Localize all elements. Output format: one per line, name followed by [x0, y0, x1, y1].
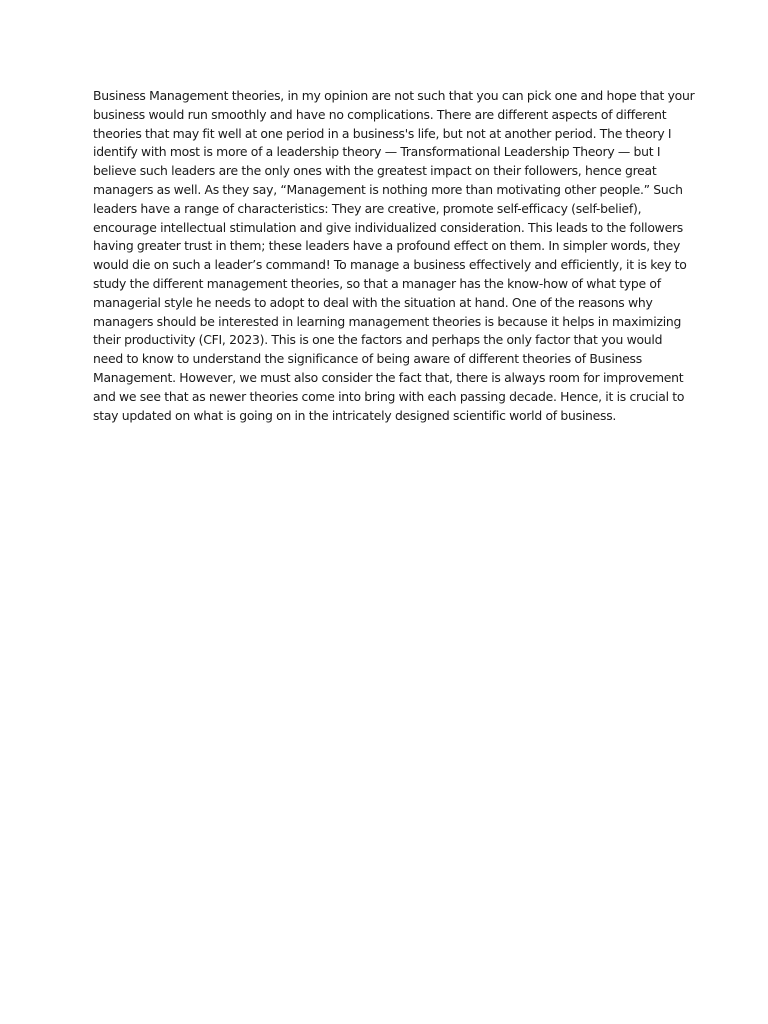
- paragraph-line: study the different management theories, so that a manager has the know-how of what type of: [93, 275, 661, 291]
- paragraph-line: business would run smoothly and have no complications. There are different aspects of different: [93, 106, 667, 122]
- paragraph-line: their productivity (CFI, 2023). This is one the factors and perhaps the only factor that you would: [93, 332, 663, 348]
- paragraph-line: need to know to understand the significance of being aware of different theories of Business: [93, 351, 642, 367]
- paragraph-line: managerial style he needs to adopt to deal with the situation at hand. One of the reasons why: [93, 294, 653, 310]
- paragraph-line: theories that may fit well at one period in a business's life, but not at another period. The theory I: [93, 125, 672, 141]
- paragraph-line: Management. However, we must also consider the fact that, there is always room for improvement: [93, 369, 684, 385]
- paragraph-line: Business Management theories, in my opinion are not such that you can pick one and hope that your: [93, 88, 695, 103]
- paragraph-line: stay updated on what is going on in the intricately designed scientific world of business.: [93, 407, 617, 423]
- body-paragraph: [93, 87, 695, 425]
- paragraph-line: and we see that as newer theories come into bring with each passing decade. Hence, it is crucial to: [93, 388, 685, 404]
- paragraph-line: leaders have a range of characteristics: They are creative, promote self-efficacy (self-belief),: [93, 200, 642, 216]
- paragraph-line: having greater trust in them; these leaders have a profound effect on them. In simpler words, they: [93, 238, 681, 254]
- paragraph-line: managers should be interested in learning management theories is because it helps in maximizing: [93, 313, 682, 329]
- paragraph-line: identify with most is more of a leadership theory — Transformational Leadership Theory — but I: [93, 144, 661, 160]
- paragraph-line: believe such leaders are the only ones with the greatest impact on their followers, hence great: [93, 163, 657, 179]
- paragraph-line: would die on such a leader’s command! To manage a business effectively and efficiently, it is key to: [93, 257, 687, 273]
- paragraph-line: managers as well. As they say, “Management is nothing more than motivating other people.” Such: [93, 181, 683, 197]
- paragraph-line: encourage intellectual stimulation and give individualized consideration. This leads to the followers: [93, 219, 683, 235]
